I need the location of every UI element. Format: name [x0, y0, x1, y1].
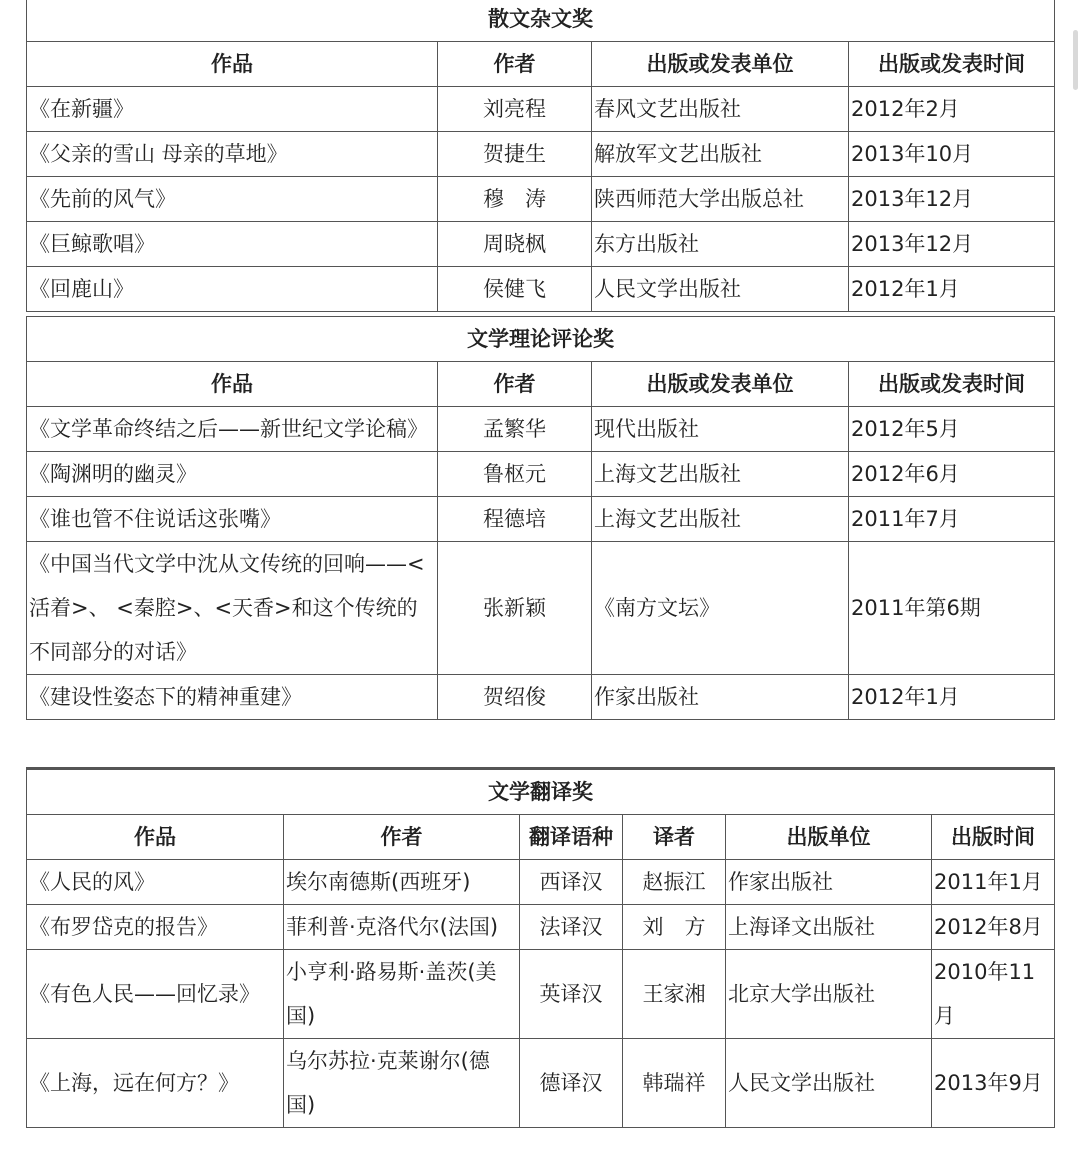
cell-date: 2011年1月	[932, 860, 1055, 905]
header-date: 出版或发表时间	[849, 42, 1055, 87]
header-language: 翻译语种	[520, 815, 623, 860]
table-row	[27, 497, 1055, 542]
cell-work: 《建设性姿态下的精神重建》	[27, 675, 438, 720]
cell-work: 《回鹿山》	[27, 267, 438, 312]
cell-publisher: 《南方文坛》	[592, 542, 849, 675]
cell-work: 《先前的风气》	[27, 177, 438, 222]
cell-work: 《在新疆》	[27, 87, 438, 132]
cell-work: 《人民的风》	[27, 860, 284, 905]
cell-work: 《巨鲸歌唱》	[27, 222, 438, 267]
table-row	[27, 452, 1055, 497]
header-publisher: 出版或发表单位	[592, 42, 849, 87]
cell-author: 张新颖	[438, 542, 592, 675]
table-row	[27, 132, 1055, 177]
cell-publisher: 作家出版社	[726, 860, 932, 905]
cell-author: 菲利普·克洛代尔(法国)	[284, 905, 520, 950]
cell-date: 2012年1月	[849, 267, 1055, 312]
cell-publisher: 北京大学出版社	[726, 950, 932, 1039]
cell-publisher: 人民文学出版社	[726, 1039, 932, 1128]
cell-work: 《上海，远在何方？》	[27, 1039, 284, 1128]
cell-author: 程德培	[438, 497, 592, 542]
cell-language: 英译汉	[520, 950, 623, 1039]
cell-language: 德译汉	[520, 1039, 623, 1128]
table-row	[27, 542, 1055, 675]
table-row	[27, 87, 1055, 132]
table-row	[27, 675, 1055, 720]
criticism-award-table	[26, 316, 1055, 720]
header-author: 作者	[438, 42, 592, 87]
cell-work: 《谁也管不住说话这张嘴》	[27, 497, 438, 542]
cell-date: 2012年2月	[849, 87, 1055, 132]
cell-translator: 王家湘	[623, 950, 726, 1039]
header-author: 作者	[438, 362, 592, 407]
table-row	[27, 267, 1055, 312]
cell-work: 《布罗岱克的报告》	[27, 905, 284, 950]
cell-date: 2012年1月	[849, 675, 1055, 720]
cell-date: 2013年9月	[932, 1039, 1055, 1128]
cell-publisher: 解放军文艺出版社	[592, 132, 849, 177]
translation-award-table	[26, 767, 1055, 1128]
cell-date: 2012年6月	[849, 452, 1055, 497]
cell-publisher: 东方出版社	[592, 222, 849, 267]
cell-author: 鲁枢元	[438, 452, 592, 497]
header-date: 出版或发表时间	[849, 362, 1055, 407]
cell-date: 2010年11月	[932, 950, 1055, 1039]
cell-author: 周晓枫	[438, 222, 592, 267]
cell-language: 西译汉	[520, 860, 623, 905]
table-row	[27, 860, 1055, 905]
header-publisher: 出版或发表单位	[592, 362, 849, 407]
cell-publisher: 上海文艺出版社	[592, 497, 849, 542]
cell-publisher: 人民文学出版社	[592, 267, 849, 312]
table-row	[27, 905, 1055, 950]
cell-work: 《有色人民——回忆录》	[27, 950, 284, 1039]
cell-publisher: 春风文艺出版社	[592, 87, 849, 132]
cell-date: 2013年12月	[849, 177, 1055, 222]
cell-date: 2011年7月	[849, 497, 1055, 542]
cell-publisher: 上海文艺出版社	[592, 452, 849, 497]
cell-work: 《陶渊明的幽灵》	[27, 452, 438, 497]
section-title: 文学理论评论奖	[27, 317, 1055, 362]
cell-author: 侯健飞	[438, 267, 592, 312]
cell-language: 法译汉	[520, 905, 623, 950]
cell-publisher: 现代出版社	[592, 407, 849, 452]
header-author: 作者	[284, 815, 520, 860]
prose-award-table	[26, 0, 1055, 312]
cell-publisher: 上海译文出版社	[726, 905, 932, 950]
table-row	[27, 407, 1055, 452]
cell-author: 孟繁华	[438, 407, 592, 452]
cell-translator: 韩瑞祥	[623, 1039, 726, 1128]
section-title: 散文杂文奖	[27, 0, 1055, 42]
cell-translator: 赵振江	[623, 860, 726, 905]
cell-work: 《文学革命终结之后——新世纪文学论稿》	[27, 407, 438, 452]
cell-date: 2012年8月	[932, 905, 1055, 950]
header-publisher: 出版单位	[726, 815, 932, 860]
cell-date: 2013年12月	[849, 222, 1055, 267]
header-work: 作品	[27, 362, 438, 407]
cell-work: 《父亲的雪山 母亲的草地》	[27, 132, 438, 177]
cell-publisher: 作家出版社	[592, 675, 849, 720]
cell-date: 2012年5月	[849, 407, 1055, 452]
table-row	[27, 222, 1055, 267]
header-work: 作品	[27, 815, 284, 860]
cell-publisher: 陕西师范大学出版总社	[592, 177, 849, 222]
header-work: 作品	[27, 42, 438, 87]
table-row	[27, 950, 1055, 1039]
cell-date: 2013年10月	[849, 132, 1055, 177]
scrollbar[interactable]	[1073, 30, 1078, 90]
cell-author: 乌尔苏拉·克莱谢尔(德国)	[284, 1039, 520, 1128]
cell-author: 埃尔南德斯(西班牙)	[284, 860, 520, 905]
header-translator: 译者	[623, 815, 726, 860]
cell-author: 贺捷生	[438, 132, 592, 177]
cell-author: 贺绍俊	[438, 675, 592, 720]
cell-author: 小亨利·路易斯·盖茨(美国)	[284, 950, 520, 1039]
cell-author: 刘亮程	[438, 87, 592, 132]
cell-translator: 刘 方	[623, 905, 726, 950]
cell-work: 《中国当代文学中沈从文传统的回响——<活着>、 <秦腔>、<天香>和这个传统的不同部分的对话》	[27, 542, 438, 675]
header-date: 出版时间	[932, 815, 1055, 860]
section-title: 文学翻译奖	[27, 769, 1055, 815]
table-row	[27, 177, 1055, 222]
cell-date: 2011年第6期	[849, 542, 1055, 675]
table-row	[27, 1039, 1055, 1128]
cell-author: 穆 涛	[438, 177, 592, 222]
